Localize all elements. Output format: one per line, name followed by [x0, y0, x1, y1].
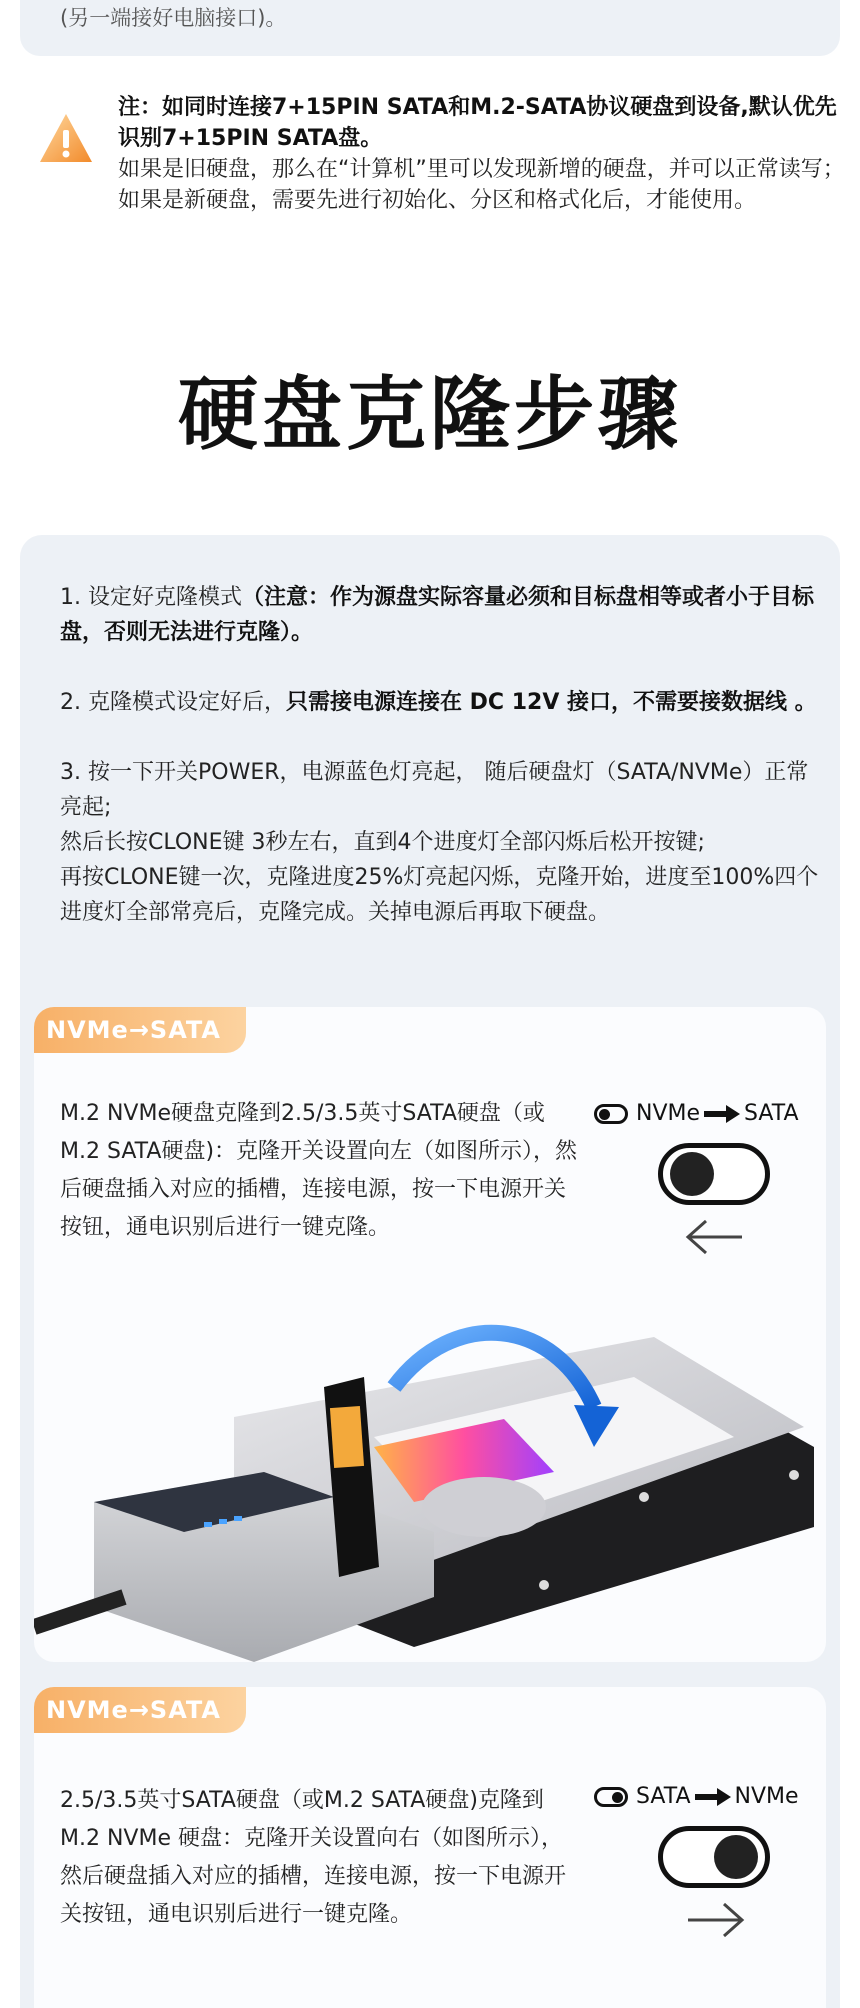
clone-toggle-switch[interactable] [658, 1826, 770, 1888]
step-1-text: 1. 设定好克隆模式 [60, 585, 242, 610]
mode-description: M.2 NVMe硬盘克隆到2.5/3.5英寸SATA硬盘（或M.2 SATA硬盘)：克隆开关设置向左（如图所示），然后硬盘插入对应的插槽，连接电源，按一下电源开关按钮，通电识别后进行一键克隆。 [60, 1101, 578, 1240]
step-3-line-1: 3. 按一下开关POWER，电源蓝色灯亮起， 随后硬盘灯（SATA/NVMe）正常亮起; [60, 760, 809, 820]
arrow-right-icon [680, 1900, 750, 1940]
mode-description: 2.5/3.5英寸SATA硬盘（或M.2 SATA硬盘)克隆到M.2 NVMe 硬盘：克隆开关设置向右（如图所示），然后硬盘插入对应的插槽，连接电源，按一下电源开关按钮，通电识别后进行一键克隆。 [60, 1788, 567, 1927]
clone-mode-card-1 [34, 1007, 826, 1662]
switch-from-label: SATA [636, 1784, 691, 1809]
mode-badge: NVMe→SATA [34, 1007, 246, 1053]
switch-from-label: NVMe [636, 1101, 701, 1126]
clone-steps-card [20, 535, 840, 2008]
toggle-switch-icon [594, 1104, 628, 1124]
arrow-right-icon [704, 1107, 740, 1121]
step-3 [60, 755, 820, 930]
previous-card-text: (另一端接好电脑接口)。 [60, 6, 287, 30]
switch-label [594, 1782, 824, 1812]
clone-mode-card-2 [34, 1687, 826, 2008]
step-2-bold: 只需接电源连接在 DC 12V 接口，不需要接数据线 。 [285, 690, 817, 715]
note-bold-line: 注：如同时连接7+15PIN SATA和M.2-SATA协议硬盘到设备,默认优先识别7+15PIN SATA盘。 [118, 95, 837, 151]
previous-info-card [20, 0, 840, 56]
mode-badge: NVMe→SATA [34, 1687, 246, 1733]
clone-device-illustration [34, 1297, 826, 1662]
step-3-line-2: 然后长按CLONE键 3秒左右，直到4个进度灯全部闪烁后松开按键; [60, 830, 705, 855]
clone-switch-diagram [594, 1099, 824, 1129]
arrow-right-icon [695, 1790, 731, 1804]
note-line: 如果是旧硬盘，那么在“计算机”里可以发现新增的硬盘，并可以正常读写；如果是新硬盘，需要先进行初始化、分区和格式化后，才能使用。 [118, 157, 845, 213]
step-3-line-3: 再按CLONE键一次，克隆进度25%灯亮起闪烁，克隆开始，进度至100%四个进度灯全部常亮后，克隆完成。关掉电源后再取下硬盘。 [60, 865, 819, 925]
step-1-bold: （注意：作为源盘实际容量必须和目标盘相等或者小于目标盘，否则无法进行克隆）。 [60, 585, 814, 645]
step-2 [60, 685, 820, 720]
clone-toggle-switch[interactable] [658, 1143, 770, 1205]
step-1 [60, 580, 820, 650]
toggle-switch-icon [594, 1787, 628, 1807]
switch-label [594, 1099, 824, 1129]
switch-to-label: SATA [744, 1101, 799, 1126]
switch-to-label: NVMe [734, 1784, 799, 1809]
warning-icon [36, 110, 94, 168]
section-title: 硬盘克隆步骤 [178, 368, 682, 461]
step-2-text: 2. 克隆模式设定好后， [60, 690, 286, 715]
arrow-left-icon [680, 1217, 750, 1257]
clone-switch-diagram [594, 1782, 824, 1812]
steps-list [60, 580, 820, 965]
